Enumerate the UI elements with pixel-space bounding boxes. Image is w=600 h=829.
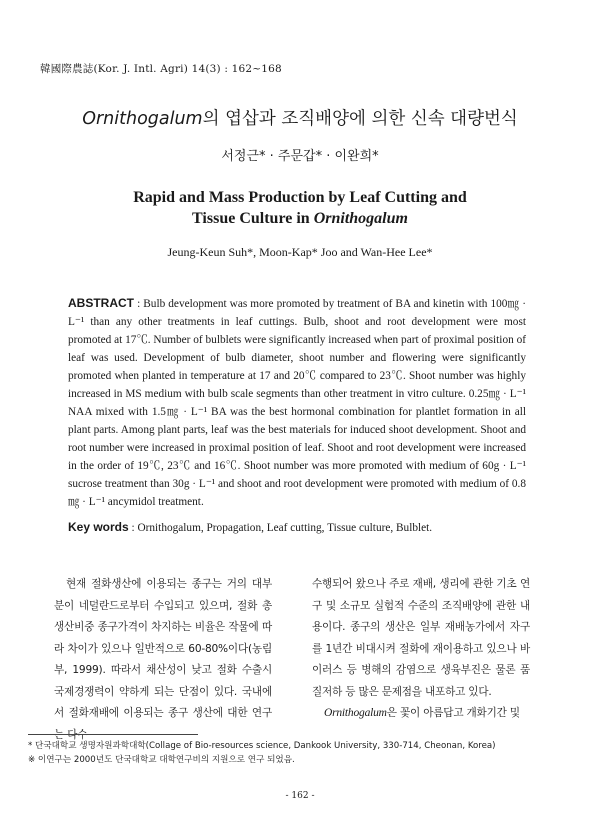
footnote-divider	[28, 734, 198, 735]
footnotes	[28, 739, 573, 767]
keywords-label: Key words	[68, 520, 129, 534]
body-column-right	[312, 574, 530, 725]
keywords	[68, 520, 538, 534]
footnote-affiliation: * 단국대학교 생명자원과학대학(Collage of Bio-resources science, Dankook University, 330-714, Cheonan, Korea)	[28, 741, 496, 751]
english-title	[0, 187, 600, 229]
body-paragraph-rest: 은 꽃이 아름답고 개화기간 및	[386, 707, 520, 719]
abstract-label: ABSTRACT	[68, 296, 134, 310]
journal-reference: 韓國際農誌(Kor. J. Intl. Agri) 14(3) : 162~168	[40, 63, 282, 75]
english-title-line2-prefix: Tissue Culture in	[192, 210, 314, 227]
korean-title-rest: 의 엽삽과 조직배양에 의한 신속 대량번식	[202, 109, 518, 129]
body-column-left	[54, 574, 272, 746]
abstract-text: : Bulb development was more promoted by treatment of BA and kinetin with 100㎎ · L⁻¹ than any other treatments in leaf cuttings. Bulb, shoot and root development were most promoted at 17℃. Number of bulblets were significantly increased when part of proximal position of leaf was used. Development of bulb diameter, shoot number and flowering were significantly promoted when planted in temperature at 17 and 20℃ compared to 23℃. Shoot number was highly increased in MS medium with bulb scale segments than other treatment in vitro culture. 0.25㎎ · L⁻¹ NAA mixed with 1.5㎎ · L⁻¹ BA was the best hormonal combination for plantlet formation in all plant parts. Among plant parts, leaf was the best materials for induced shoot development. Shoot and root number were increased in proximal position of leaf. Shoot and root development were increased in the order of 19℃, 23℃ and 16℃. Shoot number was more promoted with medium of 60g · L⁻¹ sucrose treatment than 30g · L⁻¹ and shoot and root development were promoted with medium of 0.8㎎ · L⁻¹ ancymidol treatment.	[68, 298, 527, 508]
english-title-line2-italic: Ornithogalum	[313, 210, 408, 227]
korean-authors: 서정근* · 주문갑* · 이완희*	[221, 149, 379, 164]
body-paragraph	[312, 703, 530, 725]
abstract	[68, 294, 526, 511]
korean-title	[0, 105, 600, 130]
english-title-line2	[0, 208, 600, 229]
korean-title-italic: Ornithogalum	[82, 109, 203, 129]
english-authors: Jeung-Keun Suh*, Moon-Kap* Joo and Wan-Hee Lee*	[167, 245, 433, 259]
body-paragraph: 현재 절화생산에 이용되는 종구는 거의 대부분이 네덜란드로부터 수입되고 있으며, 절화 총 생산비중 종구가격이 차지하는 비율은 작물에 따라 차이가 있으나 일반적으로 60-80%이다(농림부, 1999). 따라서 채산성이 낮고 절화 수출시 국제경쟁력이 약하게 되는 단점이 있다. 국내에서 절화재배에 이용되는 종구 생산에 대한 연구는 다수	[54, 578, 272, 741]
keywords-text: : Ornithogalum, Propagation, Leaf cutting, Tissue culture, Bulblet.	[131, 522, 433, 534]
english-title-line1: Rapid and Mass Production by Leaf Cutting and	[133, 189, 467, 206]
body-paragraph: 수행되어 왔으나 주로 재배, 생리에 관한 기초 연구 및 소규모 실험적 수준의 조직배양에 관한 내용이다. 종구의 생산은 일부 재배농가에서 자구를 1년간 비대시켜 절화에 재이용하고 있으나 바이러스 등 병해의 감염으로 생육부진은 물론 품질저하 등 많은 문제점을 내포하고 있다.	[312, 578, 530, 698]
page-number: - 162 -	[285, 791, 315, 801]
footnote-funding: ※ 이연구는 2000년도 단국대학교 대학연구비의 지원으로 연구 되었음.	[28, 755, 295, 765]
body-italic-term: Ornithogalum	[324, 707, 387, 719]
